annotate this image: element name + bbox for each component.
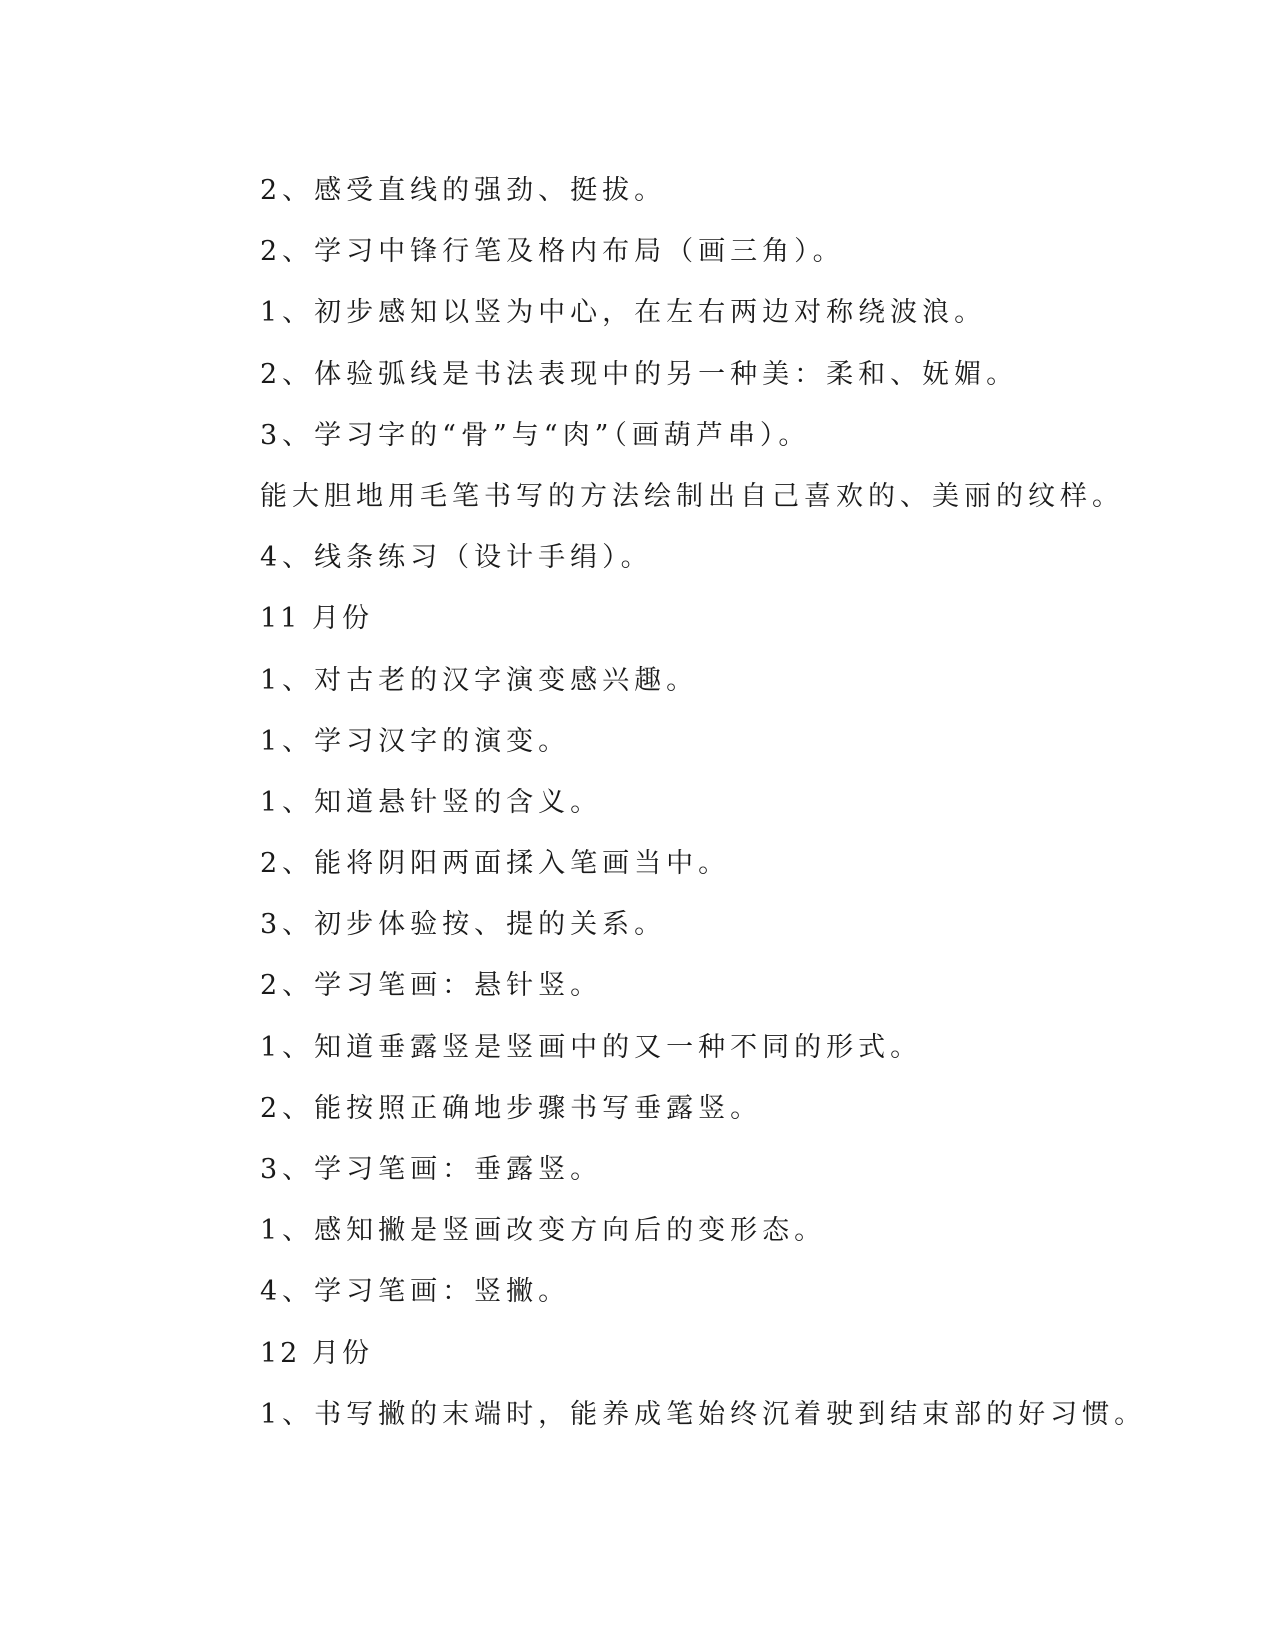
text-line: 1、感知撇是竖画改变方向后的变形态。: [260, 1215, 827, 1247]
month-heading: 12 月份: [260, 1337, 372, 1369]
text-line: 2、学习中锋行笔及格内布局（画三角）。: [260, 236, 845, 268]
text-line: 4、线条练习（设计手绢）。: [260, 542, 653, 574]
document-body: [260, 160, 1160, 1445]
text-line: 能大胆地用毛笔书写的方法绘制出自己喜欢的、美丽的纹样。: [260, 480, 1124, 512]
text-line: 3、学习字的“骨”与“肉”（画葫芦串）。: [260, 419, 811, 451]
text-line: 2、学习笔画：悬针竖。: [260, 970, 603, 1002]
text-line: 4、学习笔画：竖撇。: [260, 1276, 571, 1308]
text-line: 1、学习汉字的演变。: [260, 725, 571, 757]
text-line: 2、感受直线的强劲、挺拔。: [260, 175, 667, 206]
text-line: 1、对古老的汉字演变感兴趣。: [260, 664, 699, 696]
text-line: 1、知道悬针竖的含义。: [260, 786, 603, 818]
text-line: 2、体验弧线是书法表现中的另一种美：柔和、妩媚。: [260, 358, 1019, 390]
text-line: 1、初步感知以竖为中心，在左右两边对称绕波浪。: [260, 297, 987, 329]
text-line: 1、知道垂露竖是竖画中的又一种不同的形式。: [260, 1031, 923, 1063]
text-line: 1、书写撇的末端时，能养成笔始终沉着驶到结束部的好习惯。: [260, 1398, 1147, 1430]
month-heading: 11 月份: [260, 603, 372, 635]
text-line: 2、能按照正确地步骤书写垂露竖。: [260, 1092, 763, 1124]
text-line: 3、学习笔画：垂露竖。: [260, 1154, 603, 1185]
text-line: 2、能将阴阳两面揉入笔画当中。: [260, 848, 731, 880]
text-line: 3、初步体验按、提的关系。: [260, 909, 667, 941]
